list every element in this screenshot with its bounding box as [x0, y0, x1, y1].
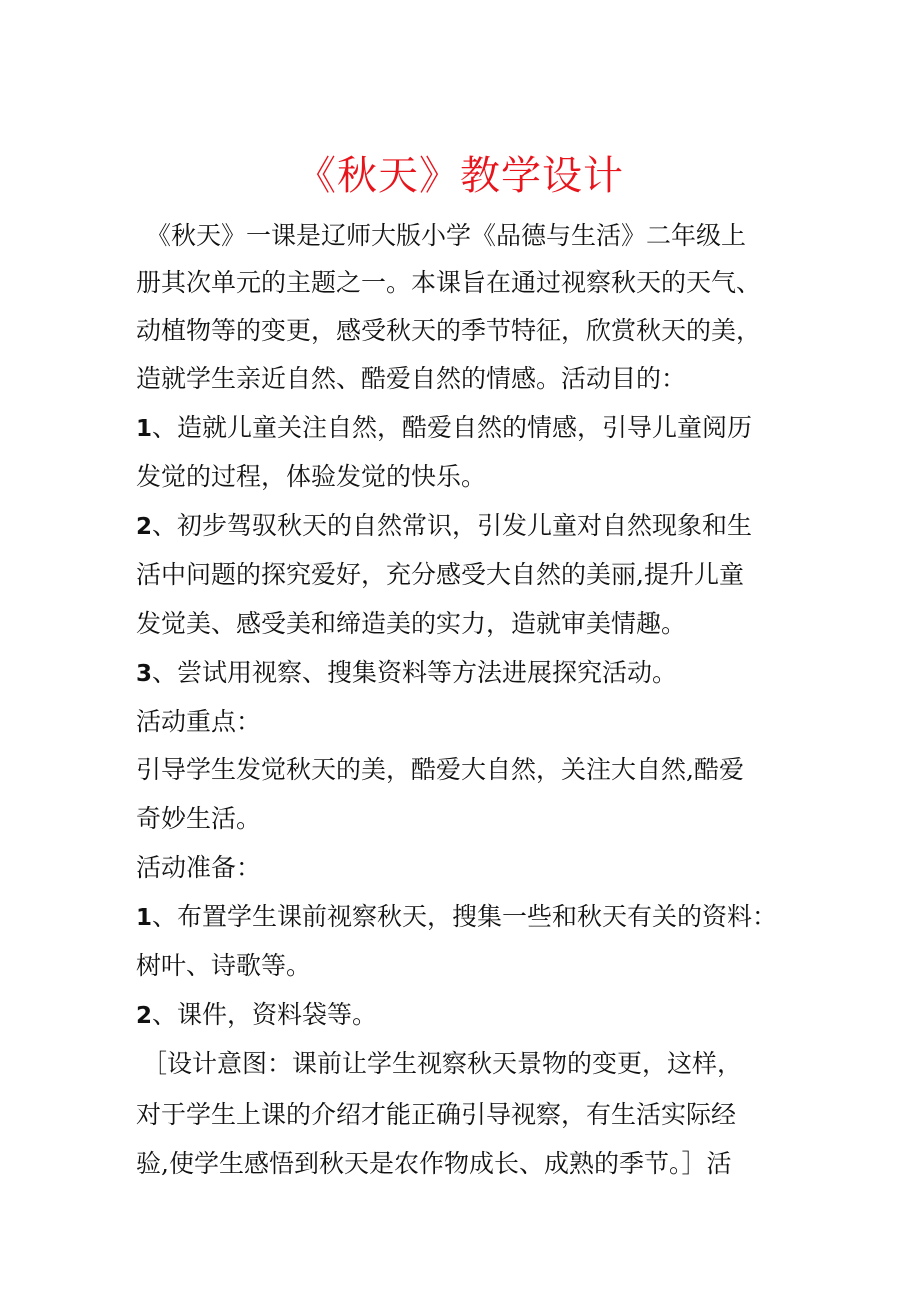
list-number: 1	[136, 416, 153, 442]
line-text: 活动准备：	[136, 853, 262, 882]
line-text: 动植物等的变更，感受秋天的季节特征，欣赏秋天的美，	[136, 316, 762, 345]
paragraph-line	[136, 459, 486, 495]
list-item-line	[136, 899, 777, 936]
list-item-line	[136, 508, 752, 545]
paragraph-line	[136, 313, 761, 349]
list-number: 3	[136, 661, 153, 687]
paragraph-line	[136, 557, 744, 593]
line-text: 发觉美、感受美和缔造美的实力，造就审美情趣。	[136, 609, 687, 638]
paragraph-line	[136, 265, 761, 301]
line-text: 对于学生上课的介绍才能正确引导视察，有生活实际经	[136, 1100, 737, 1129]
paragraph-line	[136, 1097, 736, 1133]
list-item-line	[136, 997, 377, 1034]
line-text: 树叶、诗歌等。	[136, 951, 312, 980]
line-text: 活动重点：	[136, 707, 262, 736]
list-number: 2	[136, 514, 153, 540]
line-text: 造就学生亲近自然、酷爱自然的情感。活动目的：	[136, 364, 687, 393]
line-text: 验,使学生感悟到秋天是农作物成长、成熟的季节。］活	[136, 1149, 732, 1178]
list-number: 1	[136, 905, 153, 931]
list-number: 2	[136, 1003, 153, 1029]
line-text: 奇妙生活。	[136, 804, 262, 833]
paragraph-line	[136, 1146, 731, 1182]
paragraph-line	[146, 218, 746, 254]
line-text: ［设计意图：课前让学生视察秋天景物的变更，这样，	[142, 1049, 743, 1078]
paragraph-line	[142, 1046, 742, 1082]
paragraph-line	[136, 361, 686, 397]
line-text: 《秋天》一课是辽师大版小学《品德与生活》二年级上	[146, 221, 747, 250]
line-text: 、初步驾驭秋天的自然常识，引发儿童对自然现象和生	[152, 511, 753, 540]
line-text: 、尝试用视察、搜集资料等方法进展探究活动。	[152, 658, 678, 687]
line-text: 、课件，资料袋等。	[152, 1000, 378, 1029]
paragraph-line	[136, 606, 686, 642]
paragraph-line	[136, 801, 261, 837]
document-title: 《秋天》教学设计	[296, 153, 624, 199]
paragraph-line	[136, 752, 744, 788]
section-heading	[136, 850, 261, 886]
line-text: 引导学生发觉秋天的美，酷爱大自然，关注大自然,酷爱	[136, 755, 744, 784]
line-text: 、造就儿童关注自然，酷爱自然的情感，引导儿童阅历	[152, 413, 753, 442]
line-text: 册其次单元的主题之一。本课旨在通过视察秋天的天气、	[136, 268, 762, 297]
line-text: 、布置学生课前视察秋天，搜集一些和秋天有关的资料：	[152, 902, 778, 931]
list-item-line	[136, 655, 677, 692]
list-item-line	[136, 410, 752, 447]
section-heading	[136, 704, 261, 740]
line-text: 活中问题的探究爱好，充分感受大自然的美丽,提升儿童	[136, 560, 744, 589]
line-text: 发觉的过程，体验发觉的快乐。	[136, 462, 487, 491]
paragraph-line	[136, 948, 311, 984]
